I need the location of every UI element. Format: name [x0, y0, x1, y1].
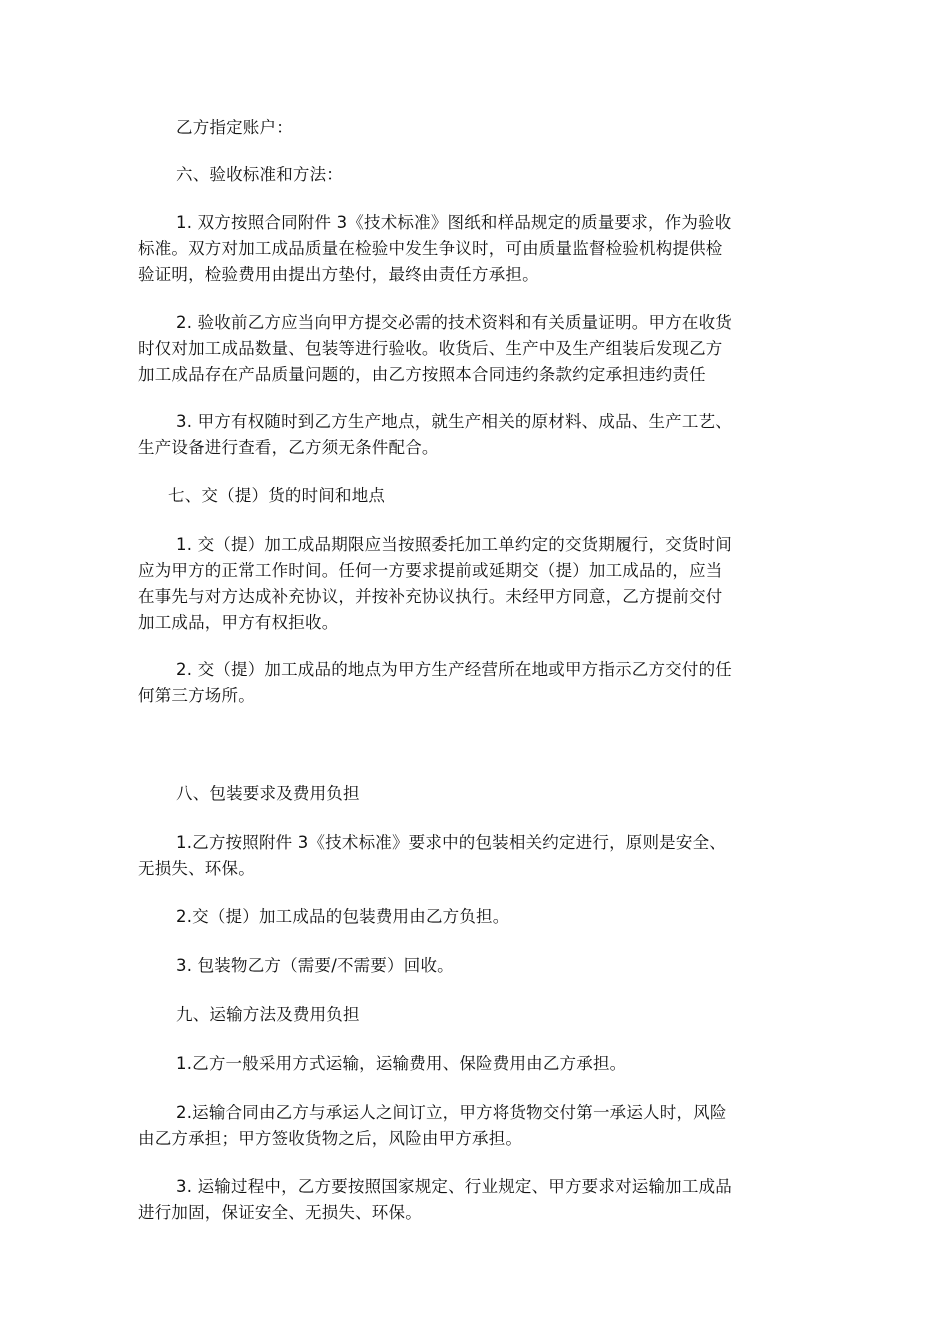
text-line: 3. 运输过程中，乙方要按照国家规定、行业规定、甲方要求对运输加工成品	[176, 1177, 732, 1196]
text-line: 由乙方承担；甲方签收货物之后，风险由甲方承担。	[138, 1129, 523, 1148]
section-heading-9: 九、运输方法及费用负担	[176, 1005, 360, 1024]
text-line: 2. 验收前乙方应当向甲方提交必需的技术资料和有关质量证明。甲方在收货	[176, 313, 732, 332]
text-line: 2. 交（提）加工成品的地点为甲方生产经营所在地或甲方指示乙方交付的任	[176, 660, 732, 679]
text-line: 3. 甲方有权随时到乙方生产地点，就生产相关的原材料、成品、生产工艺、	[176, 412, 732, 431]
text-line: 加工成品，甲方有权拒收。	[138, 613, 339, 632]
text-line: 时仅对加工成品数量、包装等进行验收。收货后、生产中及生产组装后发现乙方	[138, 339, 723, 358]
text-line: 1. 双方按照合同附件 3《技术标准》图纸和样品规定的质量要求，作为验收	[176, 213, 732, 232]
text-line: 应为甲方的正常工作时间。任何一方要求提前或延期交（提）加工成品的，应当	[138, 561, 723, 580]
text-line: 生产设备进行查看，乙方须无条件配合。	[138, 438, 439, 457]
text-line: 2.交（提）加工成品的包装费用由乙方负担。	[176, 907, 510, 926]
text-line: 进行加固，保证安全、无损失、环保。	[138, 1203, 422, 1222]
text-line: 1.乙方一般采用方式运输，运输费用、保险费用由乙方承担。	[176, 1054, 627, 1073]
text-line: 何第三方场所。	[138, 686, 255, 705]
text-line: 无损失、环保。	[138, 859, 255, 878]
text-line: 验证明，检验费用由提出方垫付，最终由责任方承担。	[138, 265, 539, 284]
section-heading-6: 六、验收标准和方法：	[176, 165, 343, 184]
text-line: 2.运输合同由乙方与承运人之间订立，甲方将货物交付第一承运人时，风险	[176, 1103, 727, 1122]
text-line: 1.乙方按照附件 3《技术标准》要求中的包装相关约定进行，原则是安全、	[176, 833, 726, 852]
text-line: 1. 交（提）加工成品期限应当按照委托加工单约定的交货期履行，交货时间	[176, 535, 732, 554]
section-heading-7: 七、交（提）货的时间和地点	[168, 486, 386, 505]
text-line-account: 乙方指定账户：	[176, 118, 293, 137]
section-heading-8: 八、包装要求及费用负担	[176, 784, 360, 803]
text-line: 标准。双方对加工成品质量在检验中发生争议时，可由质量监督检验机构提供检	[138, 239, 723, 258]
text-line: 加工成品存在产品质量问题的，由乙方按照本合同违约条款约定承担违约责任	[138, 365, 706, 384]
text-line: 在事先与对方达成补充协议，并按补充协议执行。未经甲方同意，乙方提前交付	[138, 587, 723, 606]
text-line: 3. 包装物乙方（需要/不需要）回收。	[176, 956, 454, 975]
